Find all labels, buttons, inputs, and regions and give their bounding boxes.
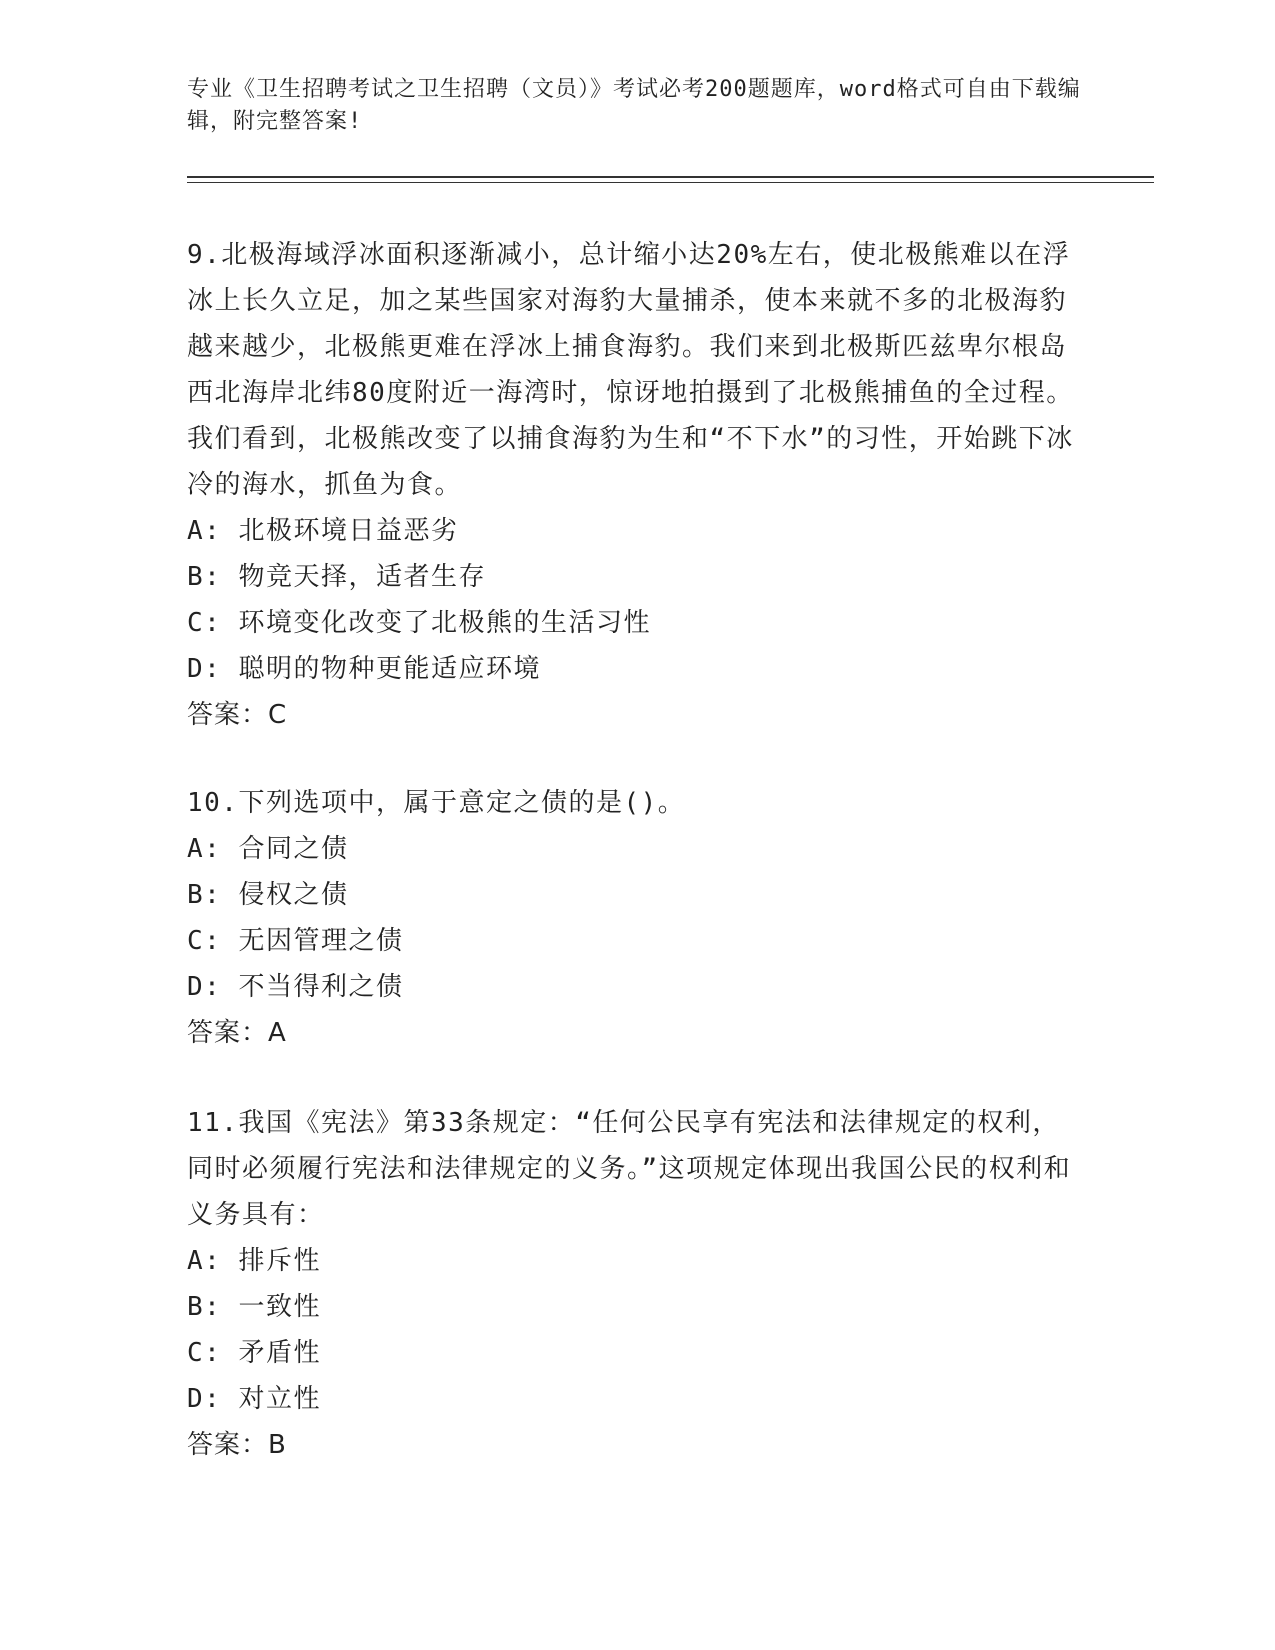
option-d: D: 不当得利之债 <box>187 972 404 1002</box>
option-b: B: 一致性 <box>187 1292 321 1322</box>
option-c: C: 矛盾性 <box>187 1338 321 1368</box>
option-a: A: 合同之债 <box>187 834 349 864</box>
question-stem: 10.下列选项中，属于意定之债的是()。 <box>187 788 686 818</box>
option-c: C: 无因管理之债 <box>187 926 404 956</box>
question-9 <box>187 232 1087 738</box>
option-d: D: 对立性 <box>187 1384 321 1414</box>
option-d: D: 聪明的物种更能适应环境 <box>187 654 541 684</box>
answer: 答案：C <box>187 700 288 730</box>
question-10 <box>187 780 1087 1056</box>
question-stem: 9.北极海域浮冰面积逐渐减小，总计缩小达20%左右，使北极熊难以在浮冰上长久立足，加之某些国家对海豹大量捕杀，使本来就不多的北极海豹越来越少，北极熊更难在浮冰上捕食海豹。我们来到北极斯匹兹卑尔根岛西北海岸北纬80度附近一海湾时，惊讶地拍摄到了北极熊捕鱼的全过程。我们看到，北极熊改变了以捕食海豹为生和“不下水”的习性，开始跳下冰冷的海水，抓鱼为食。 <box>187 240 1074 500</box>
option-b: B: 物竞天择，适者生存 <box>187 562 486 592</box>
answer: 答案：B <box>187 1430 287 1460</box>
option-a: A: 排斥性 <box>187 1246 321 1276</box>
question-11 <box>187 1100 1087 1468</box>
option-c: C: 环境变化改变了北极熊的生活习性 <box>187 608 651 638</box>
answer: 答案：A <box>187 1018 287 1048</box>
document-header: 专业《卫生招聘考试之卫生招聘（文员）》考试必考200题题库，word格式可自由下载编辑，附完整答案! <box>187 77 1081 134</box>
header-divider-thick <box>187 176 1154 178</box>
question-stem: 11.我国《宪法》第33条规定：“任何公民享有宪法和法律规定的权利，同时必须履行宪法和法律规定的义务。”这项规定体现出我国公民的权利和义务具有： <box>187 1108 1072 1230</box>
header-divider-thin <box>187 182 1154 183</box>
option-a: A: 北极环境日益恶劣 <box>187 516 459 546</box>
option-b: B: 侵权之债 <box>187 880 349 910</box>
